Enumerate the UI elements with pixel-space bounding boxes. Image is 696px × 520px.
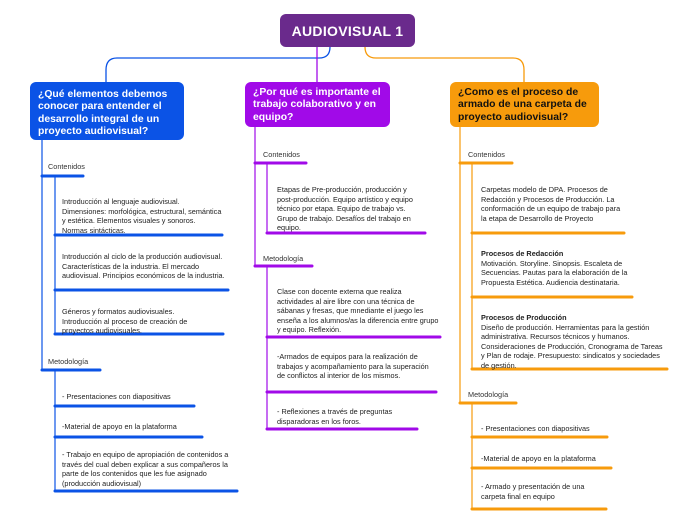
branch3-metodologia-3[interactable] (481, 482, 601, 501)
branch3-metodologia-2[interactable] (481, 454, 596, 464)
branch3-contenido-2-title: Procesos de Redacción (481, 249, 564, 258)
root-title: AUDIOVISUAL 1 (291, 22, 404, 39)
branch1-contenido-2-text: Introducción al ciclo de la producción audiovisual. Características de la industria. El mercado audiovisual. Principios económicos de la industria. (62, 252, 225, 281)
branch1-contenidos-label[interactable]: Contenidos (48, 162, 85, 171)
branch2-question: ¿Por qué es importante el trabajo colaborativo y en equipo? (253, 87, 381, 123)
branch3-question: ¿Como es el proceso de armado de una carpeta de proyecto audiovisual? (458, 87, 587, 123)
branch3-contenido-2-text: Motivación. Storyline. Sinopsis. Escaleta de Secuencias. Pautas para la elaboración de la Propuesta Estética. Audiencia destinataria. (481, 258, 628, 287)
branch1-metodologia-3[interactable] (62, 450, 238, 488)
branch2-metodologia-2[interactable] (277, 352, 435, 381)
branch2-contenido-1[interactable] (277, 185, 423, 233)
branch2-metodologia-1[interactable] (277, 287, 439, 335)
branch2-contenidos-label[interactable]: Contenidos (263, 150, 300, 159)
branch3-contenido-2[interactable] (481, 249, 629, 287)
branch3-contenido-1[interactable] (481, 185, 621, 223)
branch3-metodologia-3-text: - Armado y presentación de una carpeta final en equipo (481, 482, 585, 501)
branch2-contenido-1-text: Etapas de Pre-producción, producción y post-producción. Equipo artístico y equipo técnico por etapa. Equipo de trabajo vs. Grupo de trabajo. Desafíos del trabajo en equipo. (277, 185, 413, 233)
branch1-question: ¿Qué elementos debemos conocer para entender el desarrollo integral de un proyecto audiovisual? (38, 89, 168, 137)
branch1-metodologia-1[interactable] (62, 392, 171, 402)
branch1-metodologia-1-text: - Presentaciones con diapositivas (62, 392, 171, 401)
branch1-contenido-3-text: Géneros y formatos audiovisuales. Introducción al proceso de creación de proyectos audiovisuales. (62, 307, 188, 336)
branch3-contenido-3-title: Procesos de Producción (481, 313, 567, 322)
branch3-contenidos-label[interactable]: Contenidos (468, 150, 505, 159)
branch1-question-node[interactable] (30, 82, 184, 140)
branch3-contenido-3-text: Diseño de producción. Herramientas para la gestión administrativa. Recursos técnicos y humanos. Consideraciones de Producción, Cronograma de Tareas y Plan de rodaje. Presupuesto: sindicatos y sociedades de gestión. (481, 322, 663, 370)
branch1-metodologia-3-text: - Trabajo en equipo de apropiación de contenidos a través del cual deben explicar a sus compañeros la parte de los contenidos que les fue asignado (producción audiovisual) (62, 450, 229, 488)
branch1-metodologia-2-text: -Material de apoyo en la plataforma (62, 422, 177, 431)
branch2-metodologia-1-text: Clase con docente externa que realiza actividades al aire libre con una técnica de sábanas y fresas, que mnediante el juego les enseña a los alumnos/as la diferencia entre grupo y equipo. Reflexión. (277, 287, 439, 335)
branch2-metodologia-3-text: - Reflexiones a través de preguntas disparadoras en los foros. (277, 407, 393, 426)
branch3-metodologia-label[interactable]: Metodología (468, 390, 509, 399)
branch1-contenido-2[interactable] (62, 252, 228, 281)
branch3-metodologia-1-text: - Presentaciones con diapositivas (481, 424, 590, 433)
branch3-metodologia-1[interactable] (481, 424, 590, 434)
branch2-metodologia-3[interactable] (277, 407, 415, 426)
branch2-question-node[interactable] (245, 82, 390, 127)
branch3-question-node[interactable] (450, 82, 599, 127)
branch1-metodologia-2[interactable] (62, 422, 177, 432)
branch2-metodologia-label[interactable]: Metodología (263, 254, 304, 263)
branch3-contenido-1-text: Carpetas modelo de DPA. Procesos de Redacción y Procesos de Producción. La conformación de un equipo de trabajo para la etapa de Desarrollo de Proyecto (481, 185, 621, 223)
branch1-contenido-1[interactable] (62, 197, 222, 235)
branch1-contenido-3[interactable] (62, 307, 212, 336)
root-node[interactable] (280, 14, 415, 47)
branch3-metodologia-2-text: -Material de apoyo en la plataforma (481, 454, 596, 463)
branch2-metodologia-2-text: -Armados de equipos para la realización de trabajos y acompañamiento para la superación de conflictos al interior de los mismos. (277, 352, 429, 381)
branch1-contenido-1-text: Introducción al lenguaje audiovisual. Dimensiones: morfológica, estructural, semántica y estética. Elementos visuales y sonoros. Normas sintácticas. (62, 197, 222, 235)
branch3-contenido-3[interactable] (481, 313, 665, 371)
branch1-metodologia-label[interactable]: Metodología (48, 357, 89, 366)
